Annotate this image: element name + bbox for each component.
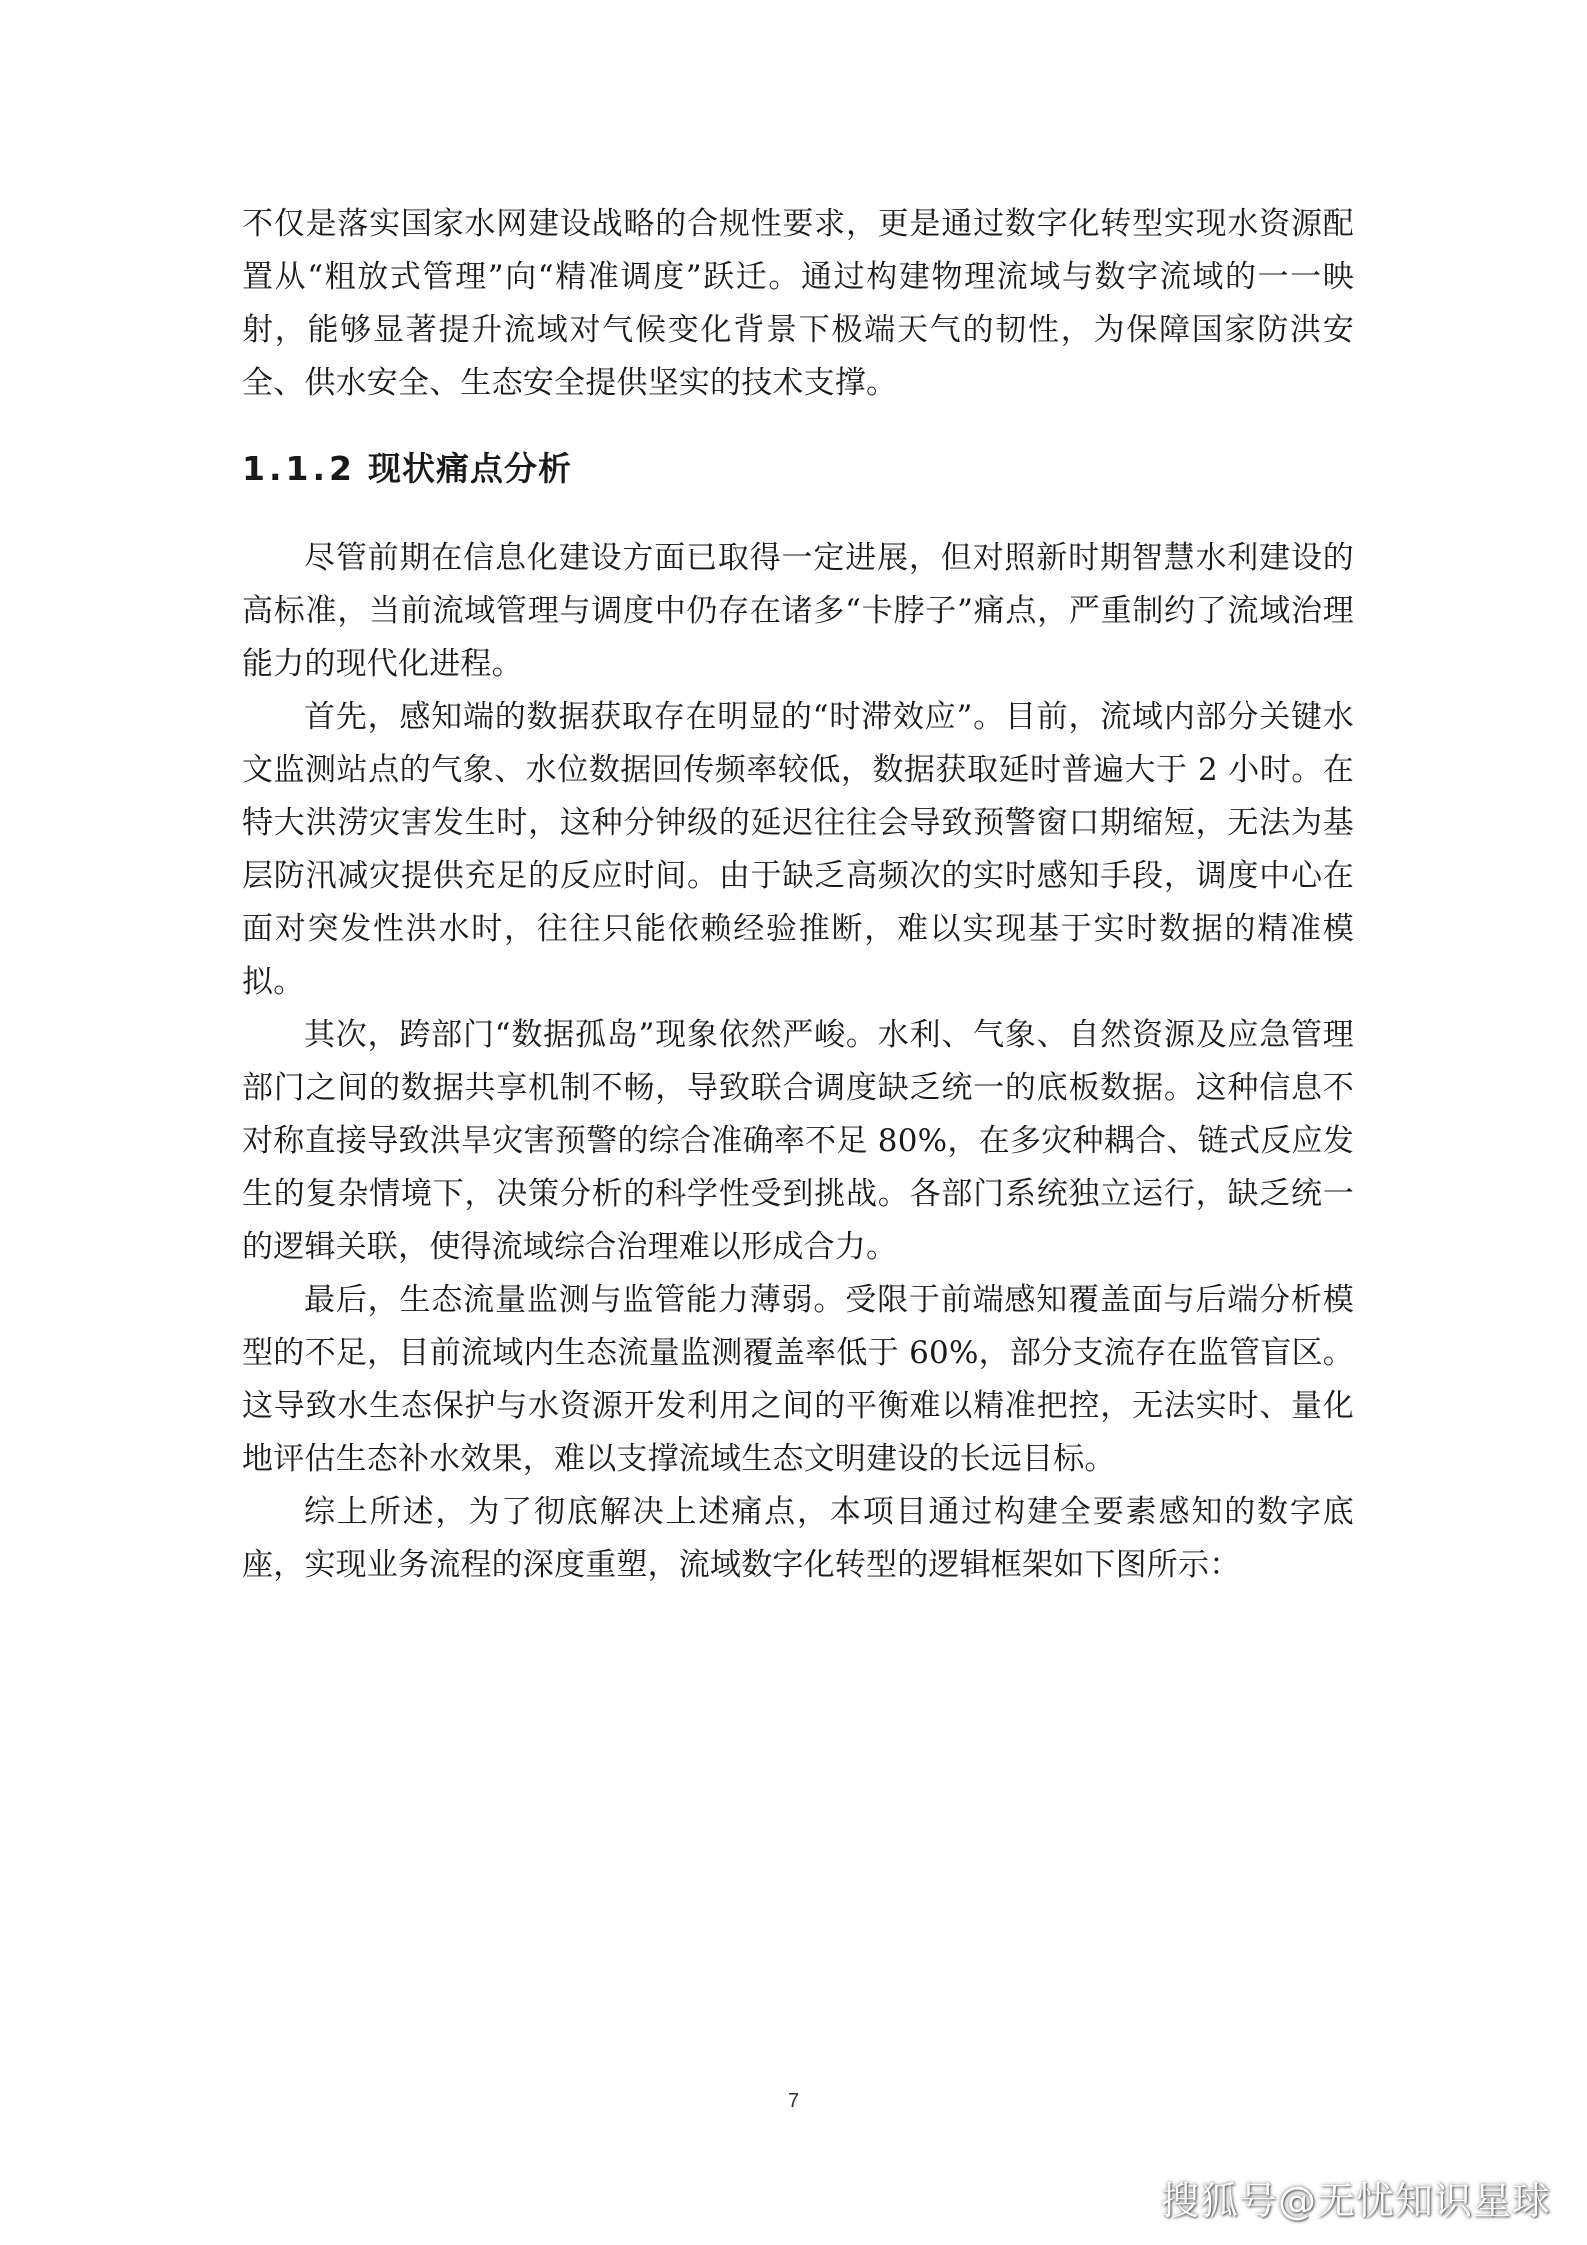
watermark: 搜狐号@无忧知识星球 — [1160, 2179, 1551, 2223]
section-title: 现状痛点分析 — [367, 449, 572, 488]
section-number: 1.1.2 — [242, 449, 356, 488]
paragraph: 最后，生态流量监测与监管能力薄弱。受限于前端感知覆盖面与后端分析模型的不足，目前流域内生态流量监测覆盖率低于 60%，部分支流存在监管盲区。这导致水生态保护与水资源开发利用之间的平衡难以精准把控，无法实时、量化地评估生态补水效果，难以支撑流域生态文明建设的长远目标。 — [242, 1282, 1354, 1477]
paragraph: 首先，感知端的数据获取存在明显的“时滞效应”。目前，流域内部分关键水文监测站点的气象、水位数据回传频率较低，数据获取延时普遍大于 2 小时。在特大洪涝灾害发生时，这种分钟级的延迟往往会导致预警窗口期缩短，无法为基层防汛减灾提供充足的反应时间。由于缺乏高频次的实时感知手段，调度中心在面对突发性洪水时，往往只能依赖经验推断，难以实现基于实时数据的精准模拟。 — [242, 699, 1354, 1000]
paragraph-continuation: 不仅是落实国家水网建设战略的合规性要求，更是通过数字化转型实现水资源配置从“粗放式管理”向“精准调度”跃迁。通过构建物理流域与数字流域的一一映射，能够显著提升流域对气候变化背景下极端天气的韧性，为保障国家防洪安全、供水安全、生态安全提供坚实的技术支撑。 — [242, 206, 1354, 401]
section-heading — [242, 444, 1354, 494]
paragraph: 尽管前期在信息化建设方面已取得一定进展，但对照新时期智慧水利建设的高标准，当前流域管理与调度中仍存在诸多“卡脖子”痛点，严重制约了流域治理能力的现代化进程。 — [242, 540, 1354, 682]
document-body — [242, 198, 1354, 1592]
paragraph: 综上所述，为了彻底解决上述痛点，本项目通过构建全要素感知的数字底座，实现业务流程的深度重塑，流域数字化转型的逻辑框架如下图所示： — [242, 1494, 1354, 1583]
paragraph: 其次，跨部门“数据孤岛”现象依然严峻。水利、气象、自然资源及应急管理部门之间的数据共享机制不畅，导致联合调度缺乏统一的底板数据。这种信息不对称直接导致洪旱灾害预警的综合准确率不足 80%，在多灾种耦合、链式反应发生的复杂情境下，决策分析的科学性受到挑战。各部门系统独立运行，缺乏统一的逻辑关联，使得流域综合治理难以形成合力。 — [242, 1017, 1354, 1265]
page-number: 7 — [787, 2090, 800, 2112]
